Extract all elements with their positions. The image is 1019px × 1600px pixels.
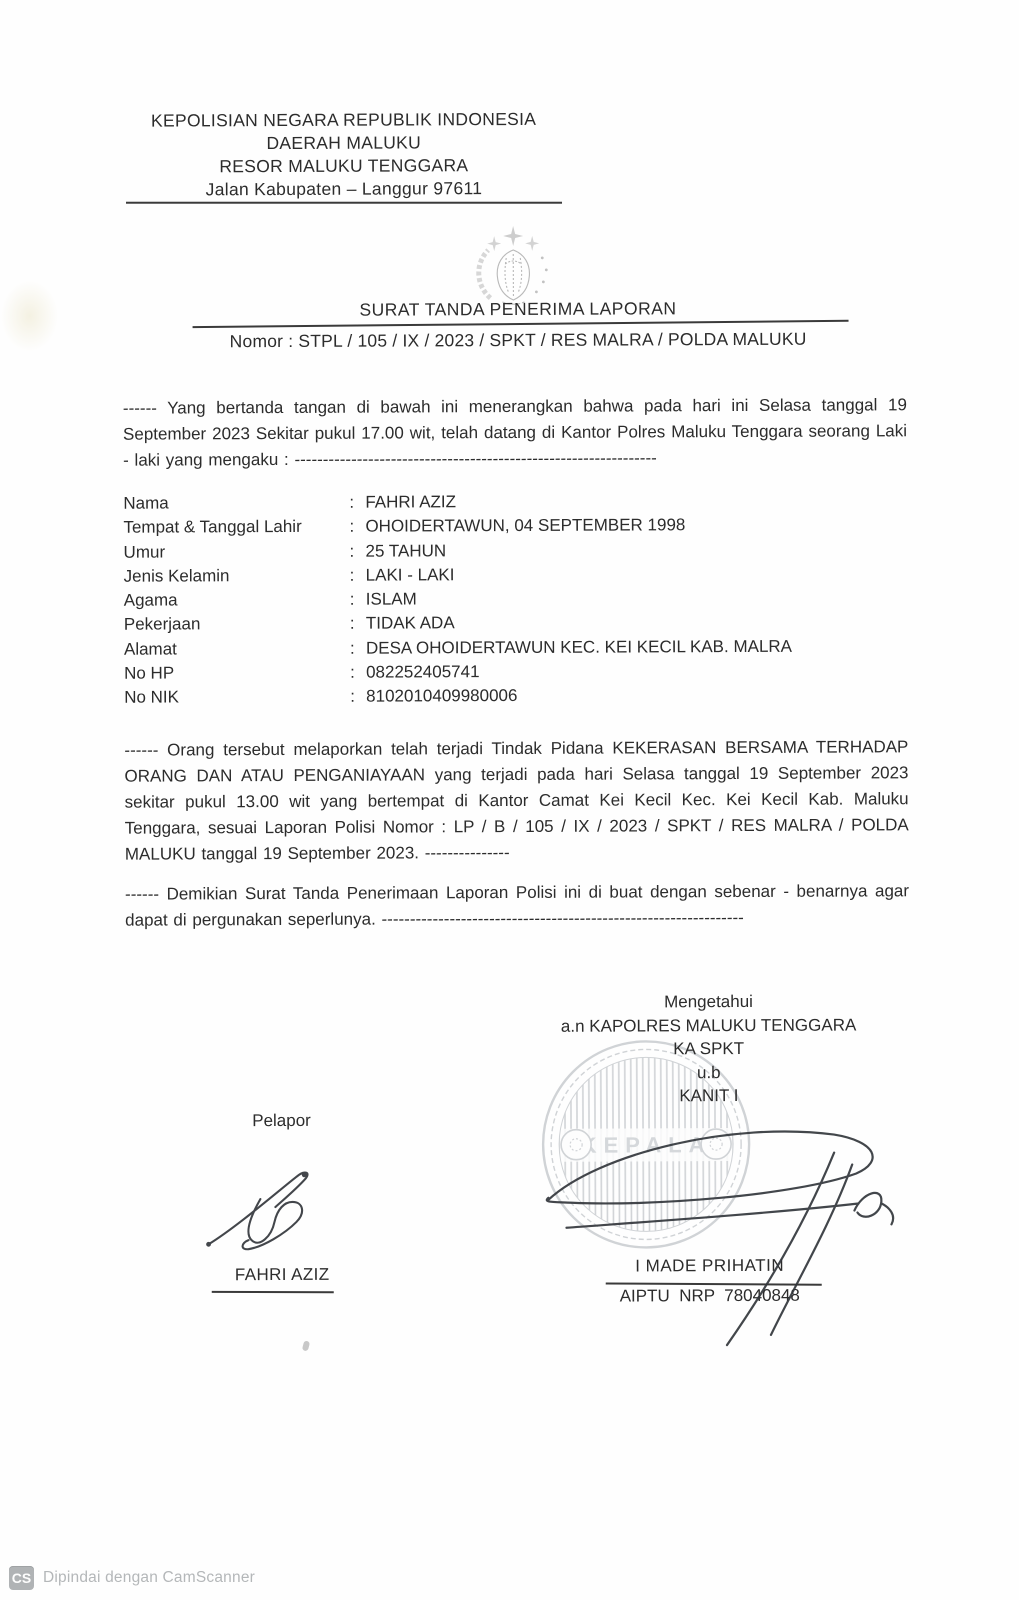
field-row-ttl [123,515,907,543]
field-value: DESA OHOIDERTAWUN KEC. KEI KECIL KAB. MALRA [365,636,793,658]
field-row-umur [123,539,907,567]
field-colon: : [349,589,355,609]
officer-signature [532,1104,905,1354]
camscanner-watermark [9,1566,255,1590]
field-label: Tempat & Tanggal Lahir [123,517,302,537]
field-value: LAKI - LAKI [365,565,455,585]
field-colon: : [350,687,355,707]
field-row-no-hp [124,660,908,688]
reporter-name: FAHRI AZIZ [234,1264,330,1285]
field-value: TIDAK ADA [365,613,455,634]
field-label: Umur [123,542,166,562]
field-label: Pekerjaan [123,614,201,635]
field-colon: : [349,541,355,561]
field-row-pekerjaan [124,612,908,640]
field-value: 25 TAHUN [365,540,447,561]
polri-emblem-icon [458,224,568,310]
field-row-jenis-kelamin [124,563,908,591]
paragraph-opening: ------ Yang bertanda tangan di bawah ini menerangkan bahwa pada hari ini Selasa tanggal 19 September 2023 Sekitar pukul 17.00 wit, telah datang di Kantor Polres Maluku Tenggara seorang Laki - laki yang mengaku : ---------------------------------------------------------------- [122,395,908,470]
field-colon: : [349,638,355,658]
officer-rank: AIPTU NRP 78040848 [619,1285,800,1306]
reporter-name-rule [212,1291,334,1293]
doc-number [141,328,896,352]
letterhead [128,108,560,202]
doc-title: SURAT TANDA PENERIMA LAPORAN [359,298,677,320]
field-value: OHOIDERTAWUN, 04 SEPTEMBER 1998 [365,515,686,536]
field-colon: : [349,492,355,512]
title-rule [193,320,849,328]
letterhead-rule [126,202,562,204]
field-value: 082252405741 [366,662,480,682]
paragraph-report: ------ Orang tersebut melaporkan telah terjadi Tindak Pidana KEKERASAN BERSAMA TERHADAP ORANG DAN ATAU PENGANIAYAAN yang terjadi pada hari Selasa tanggal 19 September 2023 sekitar pukul 13.00 wit yang bertempat di Kantor Camat Kei Kecil Kec. Kei Kecil Kab. Maluku Tenggara, sesuai Laporan Polisi Nomor : LP / B / 105 / IX / 2023 / SPKT / RES MALRA / POLDA MALUKU tanggal 19 September 2023. --------------- [124,737,909,864]
officer-heading-line-4: u.b [696,1062,721,1082]
officer-name: I MADE PRIHATIN [635,1255,785,1276]
reporter-role: Pelapor [252,1110,311,1131]
field-label: Alamat [123,639,177,659]
letterhead-line-1: KEPOLISIAN NEGARA REPUBLIK INDONESIA [150,108,537,131]
field-row-nama [123,490,907,518]
field-value: FAHRI AZIZ [365,492,457,512]
letterhead-line-4: Jalan Kabupaten – Langgur 97611 [205,178,483,200]
letterhead-line-2: DAERAH MALUKU [266,132,422,154]
field-value: ISLAM [365,589,417,609]
officer-heading-line-3: KA SPKT [673,1038,745,1059]
officer-heading-line-2: a.n KAPOLRES MALUKU TENGGARA [560,1014,857,1036]
reporter-signature [200,1147,338,1260]
letterhead-line-3: RESOR MALUKU TENGGARA [219,155,469,177]
scan-smudge [0,280,58,352]
field-label: No HP [124,663,175,683]
officer-heading-line-5: KANIT I [679,1086,739,1106]
field-row-no-nik [124,685,908,713]
field-colon: : [349,614,355,634]
camscanner-text: Dipindai dengan CamScanner [43,1569,255,1586]
field-label: No NIK [124,687,180,708]
paragraph-closing: ------ Demikian Surat Tanda Penerimaan Laporan Polisi ini di buat dengan sebenar - benarnya agar dapat di pergunakan seperlunya. ---------------------------------------------------------------- [124,881,910,930]
field-label: Agama [123,590,178,610]
doc-number-value: STPL / 105 / IX / 2023 / SPKT / RES MALRA / POLDA MALUKU [298,328,807,351]
scan-speck [302,1340,310,1351]
field-colon: : [350,662,355,682]
field-row-agama [124,587,908,615]
doc-number-label: Nomor : [229,330,294,352]
officer-heading-line-1: Mengetahui [664,991,753,1012]
officer-heading [498,989,919,1108]
field-colon: : [349,516,355,537]
field-row-alamat [124,636,908,664]
field-label: Nama [123,493,169,513]
field-value: 8102010409980006 [366,686,518,707]
stamp-label: KEPALA [580,1132,712,1158]
identity-fields [123,490,908,712]
camscanner-icon: CS [9,1566,34,1590]
field-label: Jenis Kelamin [123,566,230,586]
field-colon: : [349,565,355,585]
